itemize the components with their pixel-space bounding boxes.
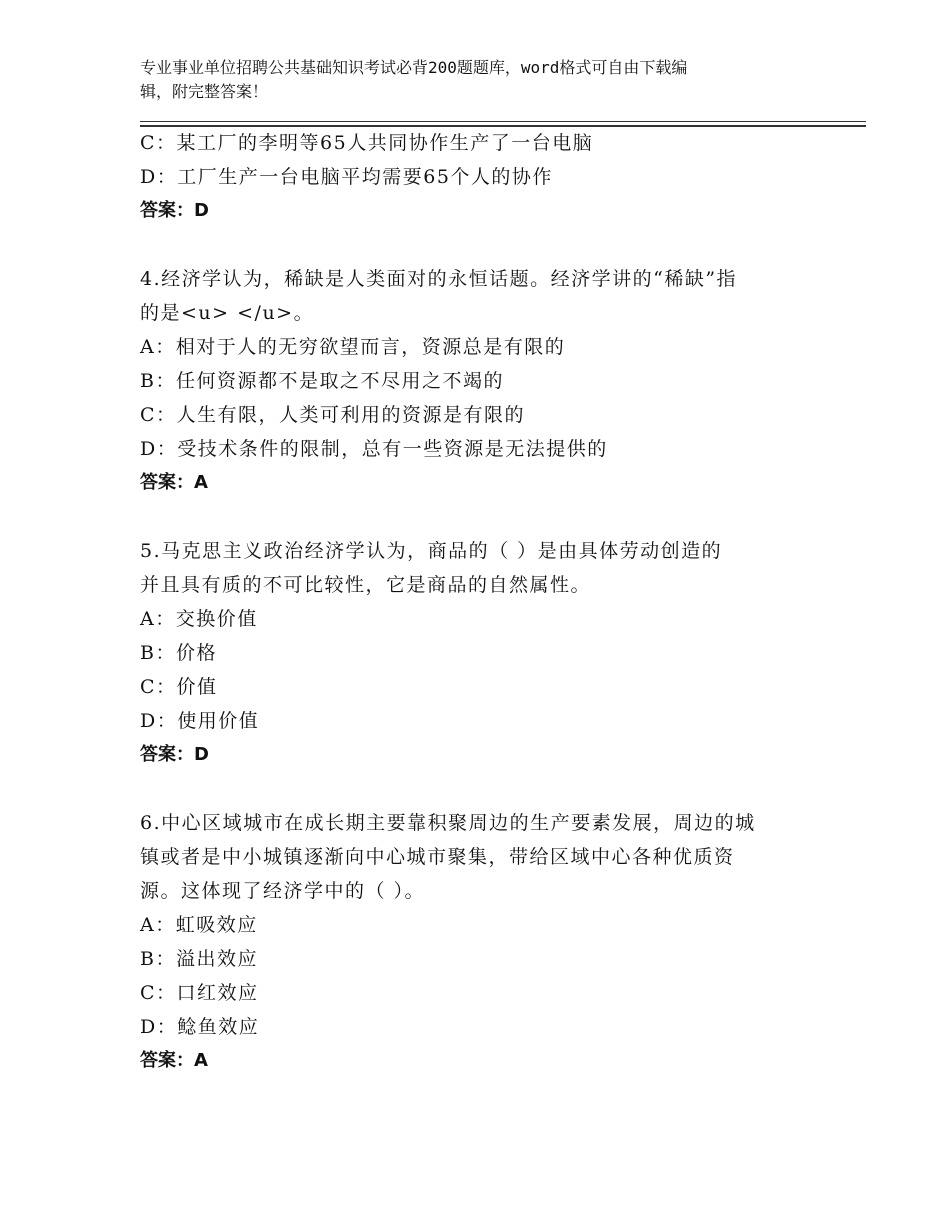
option-d: D：工厂生产一台电脑平均需要65个人的协作 xyxy=(140,166,553,188)
question-stem: 镇或者是中小城镇逐渐向中心城市聚集，带给区域中心各种优质资 xyxy=(140,846,735,868)
option-a: A：相对于人的无穷欲望而言，资源总是有限的 xyxy=(140,336,566,358)
question-3-continued xyxy=(140,126,820,228)
question-stem: 6.中心区域城市在成长期主要靠积聚周边的生产要素发展，周边的城 xyxy=(140,812,756,834)
option-d: D：受技术条件的限制，总有一些资源是无法提供的 xyxy=(140,438,608,460)
option-a: A：虹吸效应 xyxy=(140,914,258,936)
question-6 xyxy=(140,806,820,1078)
question-4 xyxy=(140,262,820,500)
question-stem: 并且具有质的不可比较性，它是商品的自然属性。 xyxy=(140,574,592,596)
option-d: D：鲶鱼效应 xyxy=(140,1016,260,1038)
page-header xyxy=(140,56,820,104)
answer-label: 答案：D xyxy=(140,744,209,765)
question-stem: 的是<u> </u>。 xyxy=(140,302,315,324)
answer-label: 答案：D xyxy=(140,200,209,221)
answer-label: 答案：A xyxy=(140,1050,208,1071)
option-c: C：某工厂的李明等65人共同协作生产了一台电脑 xyxy=(140,132,594,154)
question-list xyxy=(140,126,820,1078)
question-stem: 5.马克思主义政治经济学认为，商品的（ ）是由具体劳动创造的 xyxy=(140,540,723,562)
option-c: C：口红效应 xyxy=(140,982,259,1004)
header-line-2: 辑，附完整答案！ xyxy=(140,82,269,101)
option-c: C：价值 xyxy=(140,676,218,698)
question-stem: 4.经济学认为，稀缺是人类面对的永恒话题。经济学讲的“稀缺”指 xyxy=(140,268,738,290)
option-b: B：任何资源都不是取之不尽用之不竭的 xyxy=(140,370,504,392)
header-line-1: 专业事业单位招聘公共基础知识考试必背200题题库，word格式可自由下载编 xyxy=(140,58,688,77)
option-c: C：人生有限，人类可利用的资源是有限的 xyxy=(140,404,526,426)
option-b: B：价格 xyxy=(140,642,217,664)
question-5 xyxy=(140,534,820,772)
option-d: D：使用价值 xyxy=(140,710,260,732)
header-divider-thin xyxy=(140,121,866,122)
option-a: A：交换价值 xyxy=(140,608,258,630)
option-b: B：溢出效应 xyxy=(140,948,258,970)
question-stem: 源。这体现了经济学中的（ ）。 xyxy=(140,880,426,902)
answer-label: 答案：A xyxy=(140,472,208,493)
